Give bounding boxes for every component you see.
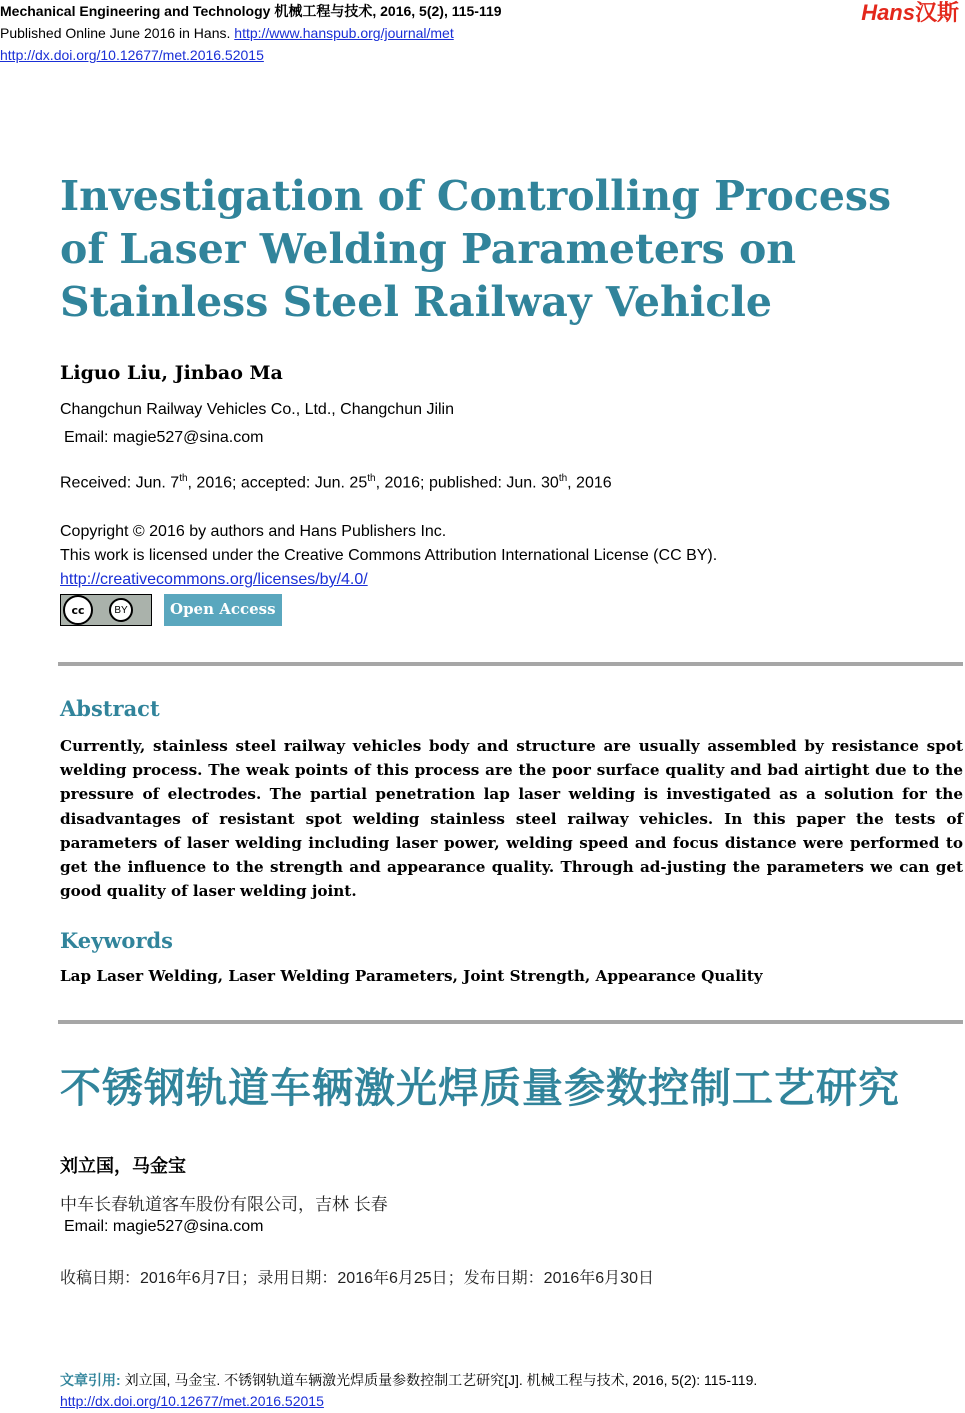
copyright-block [60,520,717,592]
cc-icon: cc [63,595,93,625]
citation-label: 文章引用: [60,1372,125,1388]
citation-doi-link[interactable]: http://dx.doi.org/10.12677/met.2016.52015 [60,1393,324,1409]
chinese-title: 不锈钢轨道车辆激光焊质量参数控制工艺研究 [60,1064,900,1112]
journal-link[interactable]: http://www.hanspub.org/journal/met [234,25,454,41]
journal-name: Mechanical Engineering and Technology 机械工程与技术, 2016, 5(2), 115-119 [0,3,502,19]
published-line: Published Online June 2016 in Hans. http://www.hanspub.org/journal/met [0,25,454,41]
divider [58,662,963,666]
affiliation: Changchun Railway Vehicles Co., Ltd., Changchun Jilin [60,401,455,418]
paper-title: Investigation of Controlling Process of Laser Welding Parameters on Stainless Steel Railway Vehicle [60,172,892,326]
chinese-affiliation: 中车长春轨道客车股份有限公司，吉林 长春 [60,1195,388,1214]
dates-line: Received: Jun. 7th, 2016; accepted: Jun. 25th, 2016; published: Jun. 30th, 2016 [60,473,612,492]
paper-authors: Liguo Liu, Jinbao Ma [60,362,283,384]
keywords-heading: Keywords [60,928,174,953]
chinese-authors: 刘立国，马金宝 [60,1156,186,1177]
by-person-icon: BY [109,598,133,622]
open-access-badge: Open Access [164,594,282,626]
license-link[interactable]: http://creativecommons.org/licenses/by/4.0/ [60,571,368,588]
cc-by-icon[interactable] [60,594,152,626]
abstract-heading: Abstract [60,696,160,721]
keywords-text: Lap Laser Welding, Laser Welding Parameters, Joint Strength, Appearance Quality [60,967,763,985]
citation [60,1370,757,1412]
abstract-text: Currently, stainless steel railway vehicles body and structure are usually assembled by resistance spot welding process. The weak points of this process are the poor surface quality and bad airtight due to the pressure of electrodes. The partial penetration lap laser welding is investigated as a solution for the disadvantages of resistant spot welding stainless steel railway vehicles. In this paper the tests of parameters of laser welding including laser power, welding speed and focus distance were performed to get the influence to the strength and appearance quality. Through ad-justing the parameters we can get good quality of laser welding joint. [60,737,963,901]
hans-logo: Hans汉斯 [861,0,959,25]
license-text: This work is licensed under the Creative Commons Attribution International License (CC BY). [60,547,718,564]
doi-link[interactable]: http://dx.doi.org/10.12677/met.2016.52015 [0,47,264,63]
chinese-dates: 收稿日期：2016年6月7日；录用日期：2016年6月25日；发布日期：2016年6月30日 [60,1270,654,1287]
copyright: Copyright © 2016 by authors and Hans Publishers Inc. [60,523,447,540]
divider [58,1020,963,1024]
chinese-email: Email: magie527@sina.com [64,1218,264,1235]
email: Email: magie527@sina.com [64,429,264,446]
badges [60,594,282,626]
citation-text: 刘立国, 马金宝. 不锈钢轨道车辆激光焊质量参数控制工艺研究[J]. 机械工程与技术, 2016, 5(2): 115-119. [124,1372,758,1388]
journal-header [0,0,502,66]
